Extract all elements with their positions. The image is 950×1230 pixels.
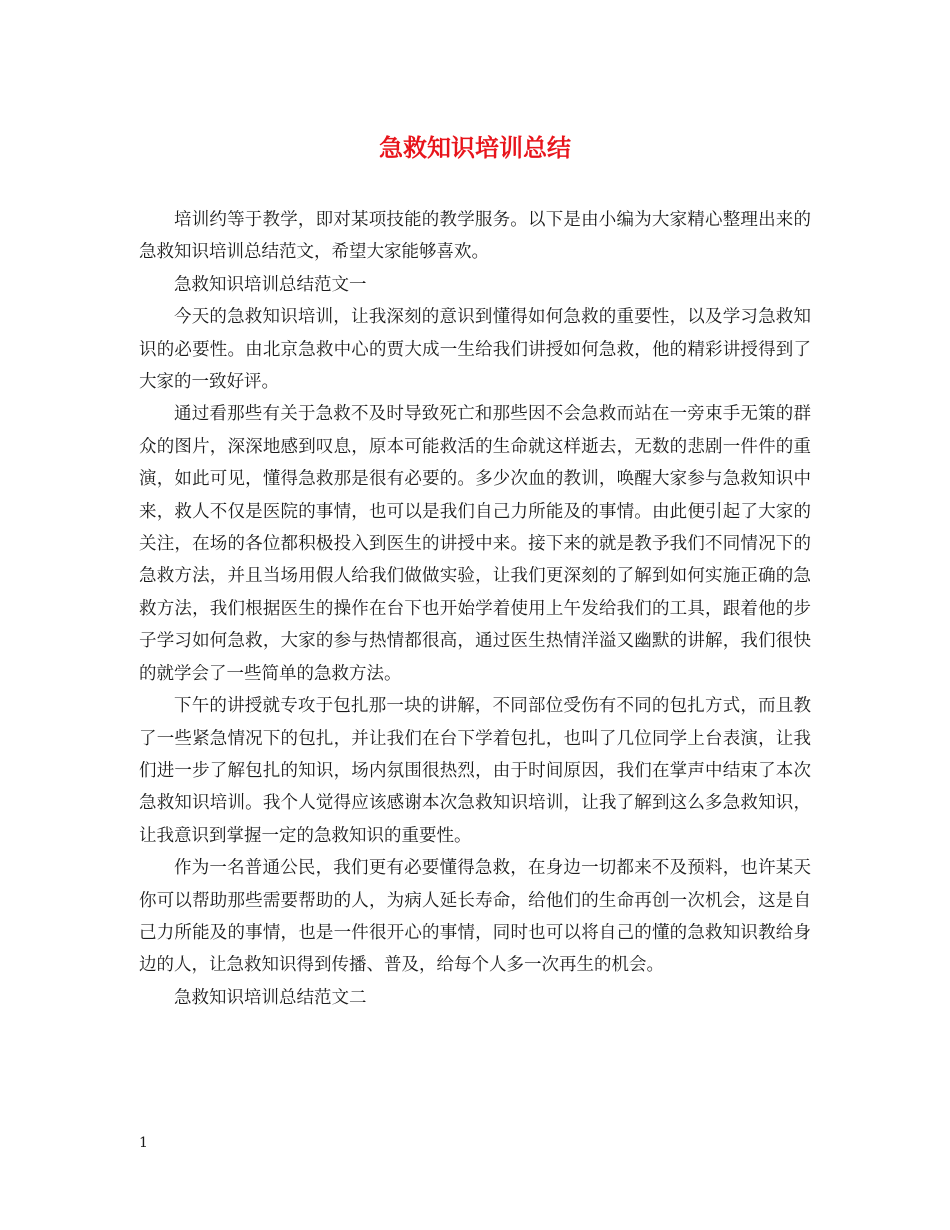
document-title: 急救知识培训总结 (379, 134, 571, 162)
body-paragraph: 今天的急救知识培训，让我深刻的意识到懂得如何急救的重要性，以及学习急救知识的必要性。由北京急救中心的贾大成一生给我们讲授如何急救，他的精彩讲授得到了大家的一致好评。 (139, 307, 811, 393)
body-paragraph: 下午的讲授就专攻于包扎那一块的讲解，不同部位受伤有不同的包扎方式，而且教了一些紧急情况下的包扎，并让我们在台下学着包扎，也叫了几位同学上台表演，让我们进一步了解包扎的知识，场内氛围很热烈，由于时间原因，我们在掌声中结束了本次急救知识培训。我个人觉得应该感谢本次急救知识培训，让我了解到这么多急救知识，让我意识到掌握一定的急救知识的重要性。 (139, 696, 811, 846)
page-number: 1 (139, 1135, 148, 1151)
body-paragraph: 通过看那些有关于急救不及时导致死亡和那些因不会急救而站在一旁束手无策的群众的图片，深深地感到叹息，原本可能救活的生命就这样逝去，无数的悲剧一件件的重演，如此可见，懂得急救那是很有必要的。多少次血的教训，唤醒大家参与急救知识中来，救人不仅是医院的事情，也可以是我们自己力所能及的事情。由此便引起了大家的关注，在场的各位都积极投入到医生的讲授中来。接下来的就是教予我们不同情况下的急救方法，并且当场用假人给我们做做实验，让我们更深刻的了解到如何实施正确的急救方法，我们根据医生的操作在台下也开始学着使用上午发给我们的工具，跟着他的步子学习如何急救，大家的参与热情都很高，通过医生热情洋溢又幽默的讲解，我们很快的就学会了一些简单的急救方法。 (139, 404, 811, 684)
intro-paragraph: 培训约等于教学，即对某项技能的教学服务。以下是由小编为大家精心整理出来的急救知识培训总结范文，希望大家能够喜欢。 (139, 210, 811, 263)
document-body (139, 204, 811, 1014)
body-paragraph: 作为一名普通公民，我们更有必要懂得急救，在身边一切都来不及预料，也许某天你可以帮助那些需要帮助的人，为病人延长寿命，给他们的生命再创一次机会，这是自己力所能及的事情，也是一件很开心的事情，同时也可以将自己的懂的急救知识教给身边的人，让急救知识得到传播、普及，给每个人多一次再生的机会。 (139, 858, 811, 976)
section-heading-sample-two: 急救知识培训总结范文二 (174, 987, 367, 1008)
section-heading-sample-one: 急救知识培训总结范文一 (174, 274, 367, 295)
